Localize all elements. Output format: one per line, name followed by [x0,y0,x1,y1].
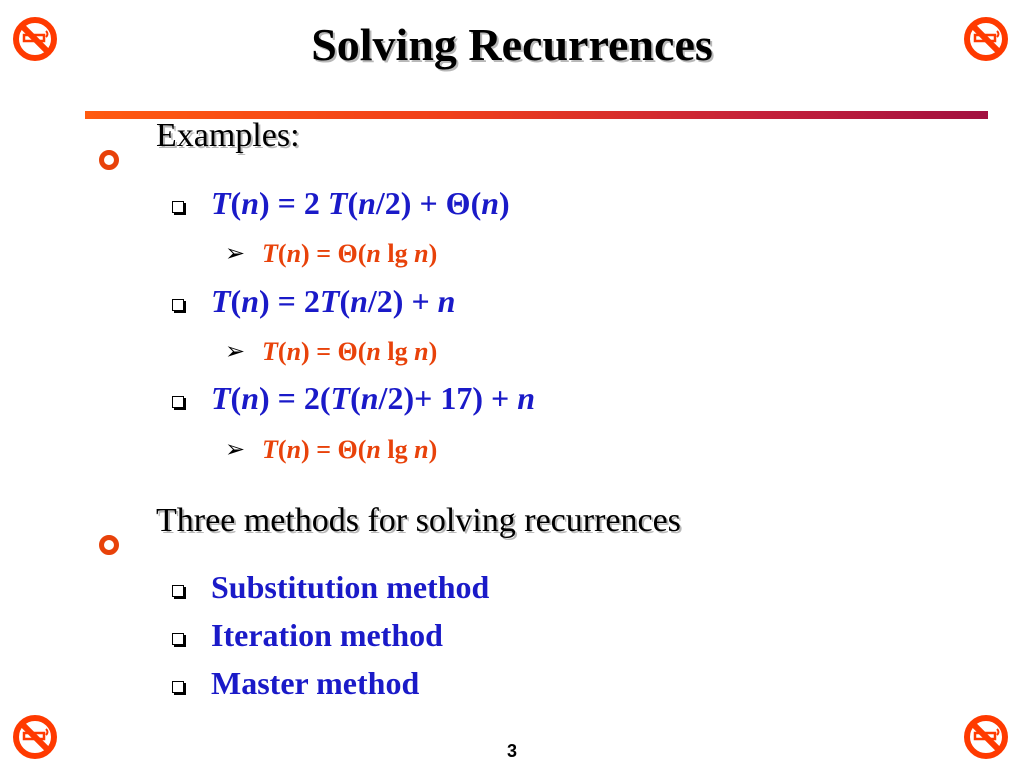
example-2-equation: T(n) = 2T(n/2) + n [211,283,456,319]
square-bullet-icon [172,299,184,311]
example-3-solution: T(n) = Θ(n lg n) [262,435,438,464]
arrowhead-bullet-icon: ➢ [225,337,246,365]
square-bullet-icon [172,396,184,408]
examples-heading: Examples: [156,117,300,154]
method-label: Master method [211,665,420,701]
square-bullet-icon [172,633,184,645]
square-bullet-icon [172,201,184,213]
method-label: Iteration method [211,617,443,653]
circle-bullet-icon [96,532,122,558]
method-label: Substitution method [211,569,490,605]
arrowhead-bullet-icon: ➢ [225,239,246,267]
page-number: 3 [506,741,517,761]
methods-heading: Three methods for solving recurrences [156,502,681,539]
example-1-equation: T(n) = 2 T(n/2) + Θ(n) [211,185,510,221]
square-bullet-icon [172,585,184,597]
arrowhead-bullet-icon: ➢ [225,435,246,463]
example-3-equation: T(n) = 2(T(n/2)+ 17) + n [211,380,536,416]
square-bullet-icon [172,681,184,693]
example-1-solution: T(n) = Θ(n lg n) [262,239,438,268]
example-2-solution: T(n) = Θ(n lg n) [262,337,438,366]
slide-title: Solving Recurrences [311,19,713,70]
circle-bullet-icon [96,147,122,173]
